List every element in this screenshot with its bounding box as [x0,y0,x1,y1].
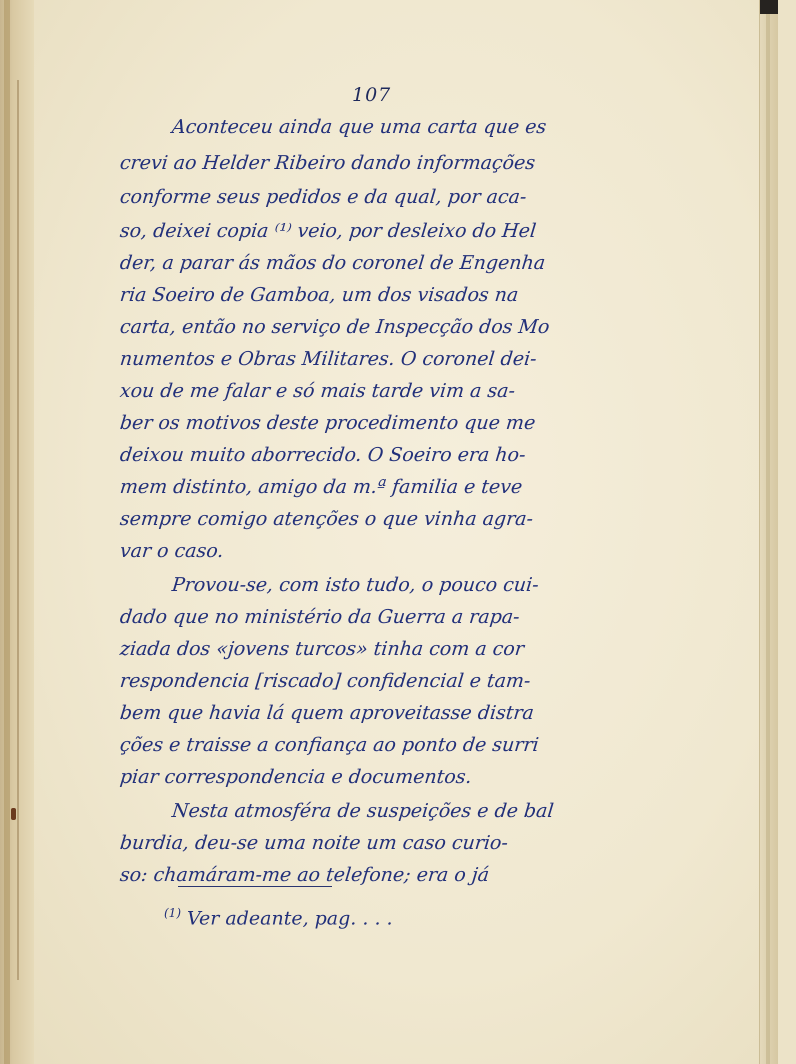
corner-tab [760,0,778,14]
text-line: xou de me falar e só mais tarde vim a sa- [118,380,517,402]
text-line: var o caso. [118,540,225,562]
text-line: ções e traisse a confiança ao ponto de surri [118,734,540,756]
text-line: conforme seus pedidos e da qual, por aca- [118,186,528,208]
text-line: burdia, deu-se uma noite um caso curio- [118,832,510,854]
text-line: so: chamáram-me ao telefone; era o já [118,864,491,886]
footnote-rule [178,886,332,887]
book-binding [0,0,34,1064]
text-line: respondencia [riscado] confidencial e tam- [118,670,532,692]
text-line: Nesta atmosféra de suspeições e de bal [170,800,555,822]
text-line: Provou-se, com isto tudo, o pouco cui- [170,574,540,596]
footnote-marker: (1) [164,906,181,920]
footnote-text: Ver adeante, pag. . . . [187,907,393,930]
text-line: bem que havia lá quem aproveitasse distra [118,702,536,724]
binding-mark [11,808,16,820]
text-line: ziada dos «jovens turcos» tinha com a cor [118,638,526,660]
text-line: numentos e Obras Militares. O coronel dei- [118,348,538,370]
text-line: carta, então no serviço de Inspecção dos Mo [118,316,551,338]
footnote [164,906,393,929]
text-line: Aconteceu ainda que uma carta que es [170,116,548,138]
text-line: ria Soeiro de Gamboa, um dos visados na [118,284,520,306]
text-line: piar correspondencia e documentos. [118,766,473,788]
text-line: sempre comigo atenções o que vinha agra- [118,508,535,530]
text-line: der, a parar ás mãos do coronel de Engenha [118,252,547,274]
page-number: 107 [352,84,392,106]
page-edge-shadow [766,0,770,1064]
text-line: dado que no ministério da Guerra a rapa- [118,606,521,628]
text-line: mem distinto, amigo da m.ª familia e teve [118,476,524,498]
text-line: crevi ao Helder Ribeiro dando informações [118,152,537,174]
text-line: ber os motivos deste procedimento que me [118,412,537,434]
page-edge [759,0,778,1064]
text-line: so, deixei copia ⁽¹⁾ veio, por desleixo do Hel [118,220,538,242]
text-line: deixou muito aborrecido. O Soeiro era ho- [118,444,527,466]
